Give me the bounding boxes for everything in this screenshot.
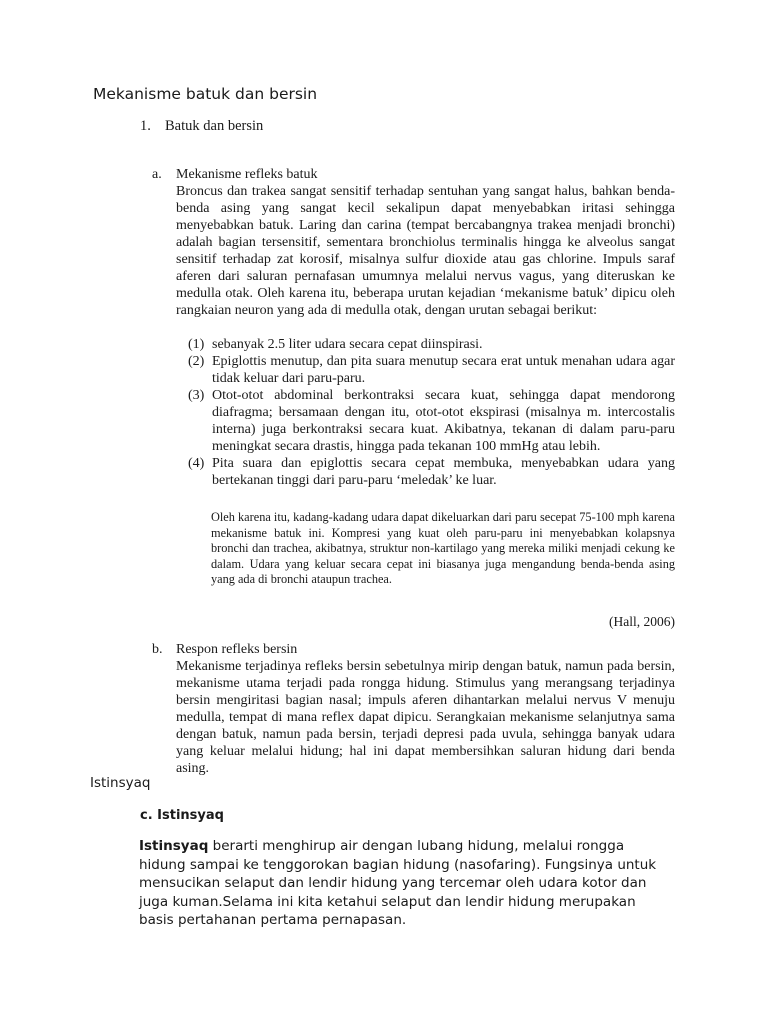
step-text: Epiglottis menutup, dan pita suara menutup secara erat untuk menahan udara agar tidak keluar dari paru-paru. [212, 354, 675, 386]
istinsyaq-paragraph [139, 837, 659, 930]
block-quote: Oleh karena itu, kadang-kadang udara dapat dikeluarkan dari paru secepat 75-100 mph karena mekanisme batuk ini. Kompresi yang kuat oleh paru-paru ini menyebabkan kolapsnya bronchi dan trachea, akibatnya, struktur non-kartilago yang mereka miliki menjadi cekung ke dalam. Udara yang keluar secara cepat ini biasanya juga mengandung benda-benda asing yang ada di bronchi ataupun trachea. [211, 510, 675, 586]
istinsyaq-text: berarti menghirup air dengan lubang hidung, melalui rongga hidung sampai ke tenggorokan bagian hidung (nasofaring). Fungsinya untuk mensucikan selaput dan lendir hidung yang tercemar oleh udara kotor dan juga kuman.Selama ini kita ketahui selaput dan lendir hidung merupakan basis pertahanan pertama pernapasan. [139, 838, 657, 928]
step-text: Otot-otot abdominal berkontraksi secara kuat, sehingga dapat mendorong diafragma; bersamaan dengan itu, otot-otot ekspirasi (misalnya m. intercostalis interna) juga berkontraksi secara kuat. Akibatnya, tekanan di dalam paru-paru meningkat secara drastis, hingga pada tekanan 100 mmHg atau lebih. [212, 388, 675, 454]
step-text: sebanyak 2.5 liter udara secara cepat diinspirasi. [212, 337, 483, 352]
istinsyaq-heading: Istinsyaq [90, 775, 151, 791]
cough-step [188, 387, 675, 455]
step-number: (1) [188, 337, 205, 352]
cough-step [188, 336, 675, 353]
step-text: Pita suara dan epiglottis secara cepat membuka, menyebabkan udara yang bertekanan tinggi dari paru-paru ‘meledak’ ke luar. [212, 456, 675, 488]
citation: (Hall, 2006) [609, 614, 675, 629]
section-b-paragraph: Mekanisme terjadinya refleks bersin sebetulnya mirip dengan batuk, namun pada bersin, mekanisme utama terjadi pada rongga hidung. Stimulus yang merangsang terjadinya bersin mengiritasi bagian nasal; impuls aferen dihantarkan melalui nervus V menuju medulla, tempat di mana reflex dapat dipicu. Serangkaian mekanisme selanjutnya sama dengan batuk, namun pada bersin, terjadi depresi pada uvula, sehingga banyak udara yang keluar melalui hidung; hal ini dapat membersihkan saluran hidung dari benda asing. [176, 659, 675, 776]
istinsyaq-term: Istinsyaq [139, 838, 209, 854]
document-title: Mekanisme batuk dan bersin [93, 85, 318, 103]
section-b-title: Respon refleks bersin [176, 642, 298, 657]
step-number: (2) [188, 354, 205, 369]
section-a-paragraph: Broncus dan trakea sangat sensitif terhadap sentuhan yang sangat halus, bahkan benda-benda asing yang sangat kecil sekalipun dapat menyebabkan iritasi sehingga menyebabkan batuk. Laring dan carina (tempat bercabangnya trakea menjadi bronchi) adalah bagian tersensitif, sementara bronchiolus terminalis hingga ke alveolus sangat sensitif terhadap zat korosif, misalnya sulfur dioxide atau gas chlorine. Impuls saraf aferen dari saluran pernafasan umumnya melalui nervus vagus, yang diteruskan ke medulla otak. Oleh karena itu, beberapa urutan kejadian ‘mekanisme batuk’ dipicu oleh rangkaian neuron yang ada di medulla otak, dengan urutan sebagai berikut: [176, 184, 675, 318]
step-number: (3) [188, 388, 205, 403]
step-number: (4) [188, 456, 205, 471]
cough-step [188, 353, 675, 387]
section-c-title: c. Istinsyaq [140, 808, 224, 823]
list-item-title: Batuk dan bersin [165, 118, 264, 134]
cough-steps-list [188, 336, 675, 489]
section-b-letter: b. [152, 642, 163, 657]
cough-step [188, 455, 675, 489]
section-a-title: Mekanisme refleks batuk [176, 167, 318, 182]
section-a-letter: a. [152, 167, 162, 182]
list-item-number: 1. [140, 118, 151, 134]
